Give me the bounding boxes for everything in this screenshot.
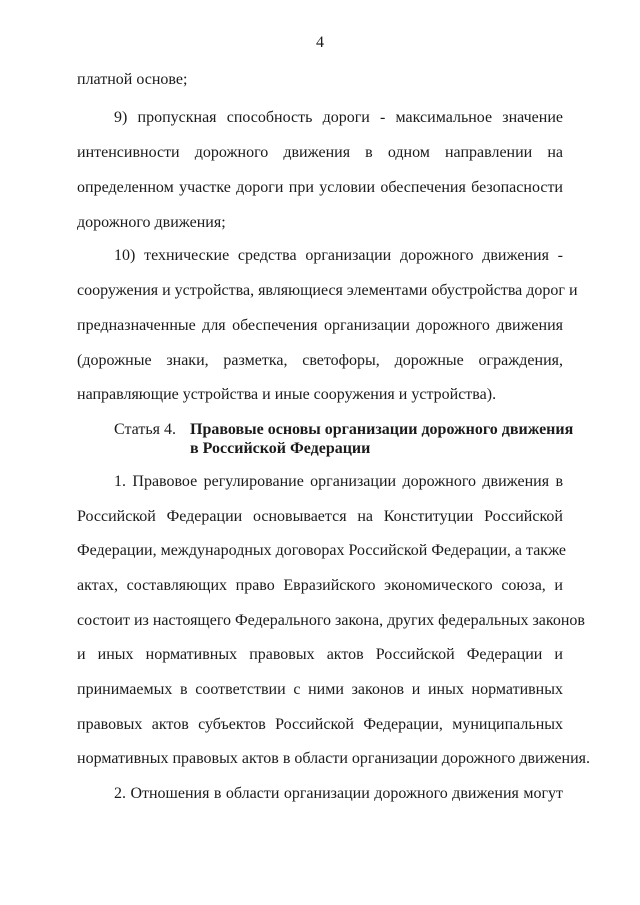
text-line: нормативных правовых актов в области организации дорожного движения. — [77, 750, 591, 767]
article-label: Статья 4. — [114, 421, 176, 438]
text-line: 1. Правовое регулирование организации дорожного движения в — [114, 473, 563, 490]
text-line: 10) технические средства организации дорожного движения - — [114, 247, 563, 264]
text-line: правовых актов субъектов Российской Федерации, муниципальных — [77, 716, 563, 733]
text-line: интенсивности дорожного движения в одном направлении на — [77, 144, 563, 161]
text-line: направляющие устройства и иные сооружения и устройства). — [77, 386, 497, 403]
text-line: платной основе; — [77, 71, 188, 88]
text-line: и иных нормативных правовых актов Российской Федерации и — [77, 646, 563, 663]
text-line: принимаемых в соответствии с ними законов и иных нормативных — [77, 681, 563, 698]
text-line: 9) пропускная способность дороги - максимальное значение — [114, 109, 563, 126]
text-line: состоит из настоящего Федерального закона, других федеральных законов — [77, 612, 585, 629]
page-number: 4 — [316, 34, 324, 51]
text-line: Российской Федерации основывается на Конституции Российской — [77, 508, 563, 525]
text-line: предназначенные для обеспечения организации дорожного движения — [77, 317, 563, 334]
text-line: определенном участке дороги при условии обеспечения безопасности — [77, 179, 563, 196]
text-line: 2. Отношения в области организации дорожного движения могут — [114, 785, 563, 802]
text-line: Федерации, международных договорах Российской Федерации, а также — [77, 542, 567, 559]
article-title-line-2: в Российской Федерации — [190, 440, 371, 457]
text-line: сооружения и устройства, являющиеся элементами обустройства дорог и — [77, 282, 578, 299]
text-line: дорожного движения; — [77, 214, 226, 231]
text-line: актах, составляющих право Евразийского экономического союза, и — [77, 577, 563, 594]
text-line: (дорожные знаки, разметка, светофоры, дорожные ограждения, — [77, 352, 563, 369]
article-title-line-1: Правовые основы организации дорожного движения — [190, 421, 574, 438]
